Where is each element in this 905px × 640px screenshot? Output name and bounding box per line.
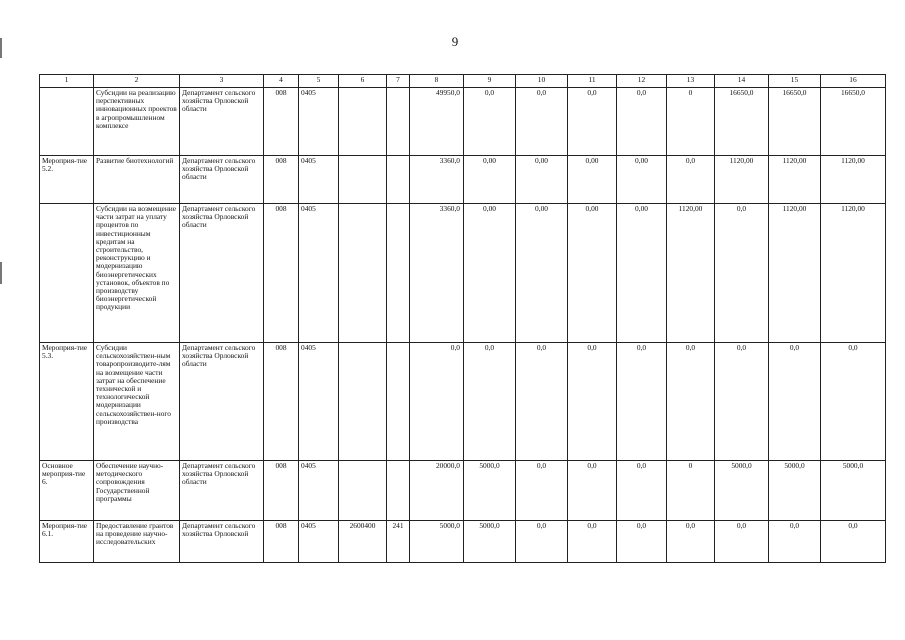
cell-col13: 0,0 (667, 343, 715, 461)
cell-col6 (339, 343, 387, 461)
row-id-cell (40, 204, 94, 343)
column-header: 6 (339, 75, 387, 88)
cell-col7 (387, 204, 410, 343)
cell-col11: 0,0 (568, 88, 617, 156)
cell-col6 (339, 88, 387, 156)
row-executor-cell: Департамент сельского хозяйства Орловской (180, 521, 264, 563)
cell-col5: 0405 (299, 204, 339, 343)
row-executor-cell: Департамент сельского хозяйства Орловской области (180, 156, 264, 204)
cell-col12: 0,0 (617, 461, 667, 521)
cell-col14: 5000,0 (715, 461, 769, 521)
cell-col4: 008 (264, 156, 299, 204)
cell-col15: 0,0 (769, 521, 821, 563)
cell-col16: 0,0 (821, 343, 886, 461)
table-row (40, 521, 886, 563)
cell-col6 (339, 461, 387, 521)
cell-col7 (387, 343, 410, 461)
cell-col13: 0,0 (667, 156, 715, 204)
row-name-cell: Субсидии на реализацию перспективных инновационных проектов в агропромышленном комплексе (94, 88, 180, 156)
cell-col9: 5000,0 (464, 461, 516, 521)
column-header: 1 (40, 75, 94, 88)
table-row (40, 461, 886, 521)
column-header: 16 (821, 75, 886, 88)
cell-col16: 5000,0 (821, 461, 886, 521)
cell-col5: 0405 (299, 88, 339, 156)
cell-col11: 0,00 (568, 156, 617, 204)
cell-col15: 1120,00 (769, 204, 821, 343)
row-name-cell: Субсидии сельскохозяйствен-ным товаропроизводите-лям на возмещение части затрат на обеспечение технической и технологической модернизации сельскохозяйствен-ного производства (94, 343, 180, 461)
scan-edge-mark-top (0, 38, 2, 58)
column-header: 14 (715, 75, 769, 88)
table-row (40, 343, 886, 461)
cell-col10: 0,0 (516, 343, 568, 461)
cell-col5: 0405 (299, 521, 339, 563)
row-executor-cell: Департамент сельского хозяйства Орловской области (180, 88, 264, 156)
row-name-cell: Развитие биотехнологий (94, 156, 180, 204)
cell-col4: 008 (264, 521, 299, 563)
row-id-cell: Мероприя-тие 5.3. (40, 343, 94, 461)
column-header: 4 (264, 75, 299, 88)
cell-col16: 1120,00 (821, 156, 886, 204)
cell-col11: 0,0 (568, 521, 617, 563)
cell-col9: 0,0 (464, 88, 516, 156)
column-header: 2 (94, 75, 180, 88)
budget-table (39, 74, 886, 563)
cell-col4: 008 (264, 88, 299, 156)
cell-col10: 0,0 (516, 461, 568, 521)
cell-col11: 0,00 (568, 204, 617, 343)
column-header: 15 (769, 75, 821, 88)
cell-col7 (387, 461, 410, 521)
cell-col7 (387, 156, 410, 204)
cell-col5: 0405 (299, 343, 339, 461)
column-header: 7 (387, 75, 410, 88)
cell-col14: 0,0 (715, 204, 769, 343)
cell-col12: 0,0 (617, 521, 667, 563)
row-id-cell (40, 88, 94, 156)
cell-col9: 0,0 (464, 343, 516, 461)
row-id-cell: Основное мероприя-тие 6. (40, 461, 94, 521)
cell-col8: 20000,0 (410, 461, 464, 521)
table-row (40, 204, 886, 343)
column-header: 9 (464, 75, 516, 88)
cell-col10: 0,00 (516, 156, 568, 204)
cell-col11: 0,0 (568, 461, 617, 521)
column-header: 10 (516, 75, 568, 88)
page-number: 9 (451, 34, 459, 49)
cell-col5: 0405 (299, 461, 339, 521)
row-id-cell: Мероприя-тие 5.2. (40, 156, 94, 204)
cell-col15: 5000,0 (769, 461, 821, 521)
cell-col6 (339, 204, 387, 343)
cell-col11: 0,0 (568, 343, 617, 461)
cell-col14: 16650,0 (715, 88, 769, 156)
cell-col13: 0 (667, 461, 715, 521)
cell-col4: 008 (264, 204, 299, 343)
column-header: 5 (299, 75, 339, 88)
column-header: 13 (667, 75, 715, 88)
cell-col10: 0,0 (516, 88, 568, 156)
cell-col13: 0,0 (667, 521, 715, 563)
table-row (40, 156, 886, 204)
cell-col9: 0,00 (464, 204, 516, 343)
column-header: 11 (568, 75, 617, 88)
row-executor-cell: Департамент сельского хозяйства Орловской области (180, 204, 264, 343)
cell-col14: 1120,00 (715, 156, 769, 204)
cell-col13: 1120,00 (667, 204, 715, 343)
column-header: 12 (617, 75, 667, 88)
row-id-cell: Мероприя-тие 6.1. (40, 521, 94, 563)
column-header: 8 (410, 75, 464, 88)
cell-col13: 0 (667, 88, 715, 156)
cell-col15: 0,0 (769, 343, 821, 461)
cell-col16: 16650,0 (821, 88, 886, 156)
cell-col4: 008 (264, 461, 299, 521)
cell-col15: 1120,00 (769, 156, 821, 204)
cell-col12: 0,0 (617, 343, 667, 461)
cell-col4: 008 (264, 343, 299, 461)
cell-col5: 0405 (299, 156, 339, 204)
cell-col16: 1120,00 (821, 204, 886, 343)
cell-col12: 0,0 (617, 88, 667, 156)
cell-col8: 5000,0 (410, 521, 464, 563)
cell-col7: 241 (387, 521, 410, 563)
cell-col10: 0,00 (516, 204, 568, 343)
header-row (40, 75, 886, 88)
cell-col14: 0,0 (715, 521, 769, 563)
cell-col15: 16650,0 (769, 88, 821, 156)
column-header: 3 (180, 75, 264, 88)
row-name-cell: Субсидии на возмещение части затрат на уплату процентов по инвестиционным кредитам на строительство, реконструкцию и модернизацию биоэнергетических установок, объектов по производству биоэнергетической продукции (94, 204, 180, 343)
cell-col8: 3360,0 (410, 156, 464, 204)
row-name-cell: Предоставление грантов на проведение научно-исследовательских (94, 521, 180, 563)
cell-col14: 0,0 (715, 343, 769, 461)
table-row (40, 88, 886, 156)
cell-col9: 0,00 (464, 156, 516, 204)
cell-col8: 49950,0 (410, 88, 464, 156)
cell-col12: 0,00 (617, 204, 667, 343)
cell-col7 (387, 88, 410, 156)
row-executor-cell: Департамент сельского хозяйства Орловской области (180, 461, 264, 521)
cell-col9: 5000,0 (464, 521, 516, 563)
cell-col6 (339, 156, 387, 204)
row-executor-cell: Департамент сельского хозяйства Орловской области (180, 343, 264, 461)
cell-col12: 0,00 (617, 156, 667, 204)
cell-col6: 2600400 (339, 521, 387, 563)
cell-col16: 0,0 (821, 521, 886, 563)
cell-col8: 0,0 (410, 343, 464, 461)
cell-col10: 0,0 (516, 521, 568, 563)
row-name-cell: Обеспечение научно-методического сопровождения Государственной программы (94, 461, 180, 521)
scan-edge-mark-bottom (0, 262, 2, 284)
cell-col8: 3360,0 (410, 204, 464, 343)
